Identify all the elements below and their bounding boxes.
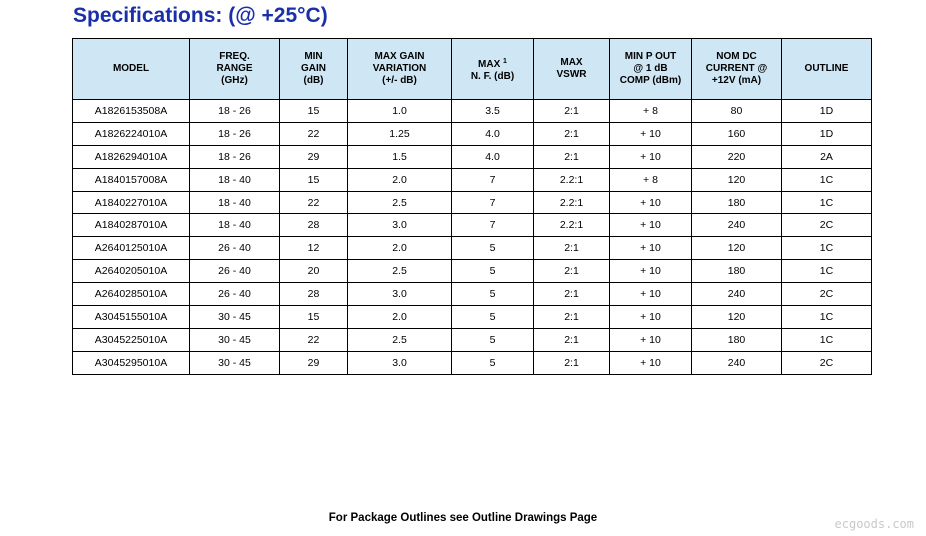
- cell-freq-range: 26 - 40: [190, 260, 280, 283]
- specifications-table: [72, 38, 872, 375]
- cell-min-gain: 15: [280, 100, 348, 123]
- cell-max-vswr: 2:1: [534, 283, 610, 306]
- table-row: [73, 191, 872, 214]
- cell-max-nf: 5: [452, 283, 534, 306]
- cell-min-gain: 22: [280, 191, 348, 214]
- cell-min-gain: 15: [280, 306, 348, 329]
- table-row: [73, 283, 872, 306]
- table-row: [73, 145, 872, 168]
- cell-nom-dc-current: 80: [692, 100, 782, 123]
- cell-max-vswr: 2:1: [534, 100, 610, 123]
- header-line: COMP (dBm): [619, 75, 682, 86]
- header-line: MAX GAIN: [374, 51, 425, 62]
- cell-outline: 2C: [782, 283, 872, 306]
- cell-max-gain-variation: 2.5: [348, 328, 452, 351]
- header-line: GAIN: [301, 63, 326, 74]
- cell-nom-dc-current: 240: [692, 351, 782, 374]
- table-row: [73, 237, 872, 260]
- cell-freq-range: 30 - 45: [190, 328, 280, 351]
- cell-min-gain: 22: [280, 328, 348, 351]
- cell-outline: 2C: [782, 214, 872, 237]
- cell-outline: 1C: [782, 168, 872, 191]
- header-model: [73, 39, 190, 100]
- cell-model: A2640285010A: [73, 283, 190, 306]
- cell-min-gain: 29: [280, 145, 348, 168]
- cell-max-nf: 5: [452, 260, 534, 283]
- header-line: RANGE: [216, 63, 253, 74]
- cell-min-pout: + 8: [610, 100, 692, 123]
- cell-model: A2640125010A: [73, 237, 190, 260]
- cell-min-pout: + 10: [610, 328, 692, 351]
- cell-min-pout: + 8: [610, 168, 692, 191]
- header-freq-range: [190, 39, 280, 100]
- header-line: OUTLINE: [804, 63, 849, 74]
- cell-max-nf: 4.0: [452, 145, 534, 168]
- cell-nom-dc-current: 160: [692, 122, 782, 145]
- cell-outline: 2C: [782, 351, 872, 374]
- cell-outline: 1C: [782, 191, 872, 214]
- cell-max-vswr: 2:1: [534, 328, 610, 351]
- header-line: CURRENT @: [705, 63, 768, 74]
- cell-freq-range: 30 - 45: [190, 306, 280, 329]
- cell-model: A1840227010A: [73, 191, 190, 214]
- cell-min-pout: + 10: [610, 306, 692, 329]
- cell-max-nf: 3.5: [452, 100, 534, 123]
- header-line: VSWR: [556, 69, 587, 80]
- header-line: N. F. (dB): [470, 70, 515, 82]
- cell-freq-range: 18 - 26: [190, 122, 280, 145]
- cell-nom-dc-current: 180: [692, 260, 782, 283]
- cell-max-gain-variation: 3.0: [348, 351, 452, 374]
- cell-model: A3045295010A: [73, 351, 190, 374]
- cell-min-gain: 22: [280, 122, 348, 145]
- cell-max-nf: 5: [452, 351, 534, 374]
- cell-model: A2640205010A: [73, 260, 190, 283]
- cell-max-vswr: 2:1: [534, 237, 610, 260]
- cell-max-gain-variation: 3.0: [348, 283, 452, 306]
- cell-outline: 1C: [782, 306, 872, 329]
- cell-max-nf: 7: [452, 191, 534, 214]
- cell-min-gain: 20: [280, 260, 348, 283]
- cell-min-pout: + 10: [610, 351, 692, 374]
- cell-min-gain: 28: [280, 283, 348, 306]
- cell-freq-range: 18 - 26: [190, 145, 280, 168]
- cell-max-nf: 7: [452, 214, 534, 237]
- header-line: VARIATION: [372, 63, 427, 74]
- cell-nom-dc-current: 180: [692, 328, 782, 351]
- cell-max-vswr: 2:1: [534, 306, 610, 329]
- cell-max-nf: 4.0: [452, 122, 534, 145]
- cell-max-vswr: 2:1: [534, 122, 610, 145]
- header-min-gain: [280, 39, 348, 100]
- cell-model: A1826224010A: [73, 122, 190, 145]
- header-line: (dB): [303, 75, 324, 86]
- header-max-vswr: [534, 39, 610, 100]
- table-row: [73, 260, 872, 283]
- cell-outline: 1D: [782, 122, 872, 145]
- cell-max-vswr: 2:1: [534, 351, 610, 374]
- header-line: MIN: [304, 51, 323, 62]
- cell-model: A1826294010A: [73, 145, 190, 168]
- header-max-nf: [452, 39, 534, 100]
- cell-nom-dc-current: 220: [692, 145, 782, 168]
- cell-nom-dc-current: 240: [692, 214, 782, 237]
- cell-max-vswr: 2.2:1: [534, 214, 610, 237]
- cell-max-gain-variation: 1.5: [348, 145, 452, 168]
- cell-freq-range: 26 - 40: [190, 283, 280, 306]
- cell-freq-range: 18 - 40: [190, 168, 280, 191]
- table-row: [73, 328, 872, 351]
- cell-max-nf: 7: [452, 168, 534, 191]
- cell-min-pout: + 10: [610, 283, 692, 306]
- header-min-pout: [610, 39, 692, 100]
- cell-max-gain-variation: 2.5: [348, 260, 452, 283]
- cell-max-vswr: 2:1: [534, 260, 610, 283]
- cell-outline: 1C: [782, 237, 872, 260]
- table-row: [73, 122, 872, 145]
- cell-max-gain-variation: 3.0: [348, 214, 452, 237]
- header-line: (GHz): [221, 75, 248, 86]
- table-row: [73, 306, 872, 329]
- cell-max-vswr: 2.2:1: [534, 168, 610, 191]
- table-row: [73, 214, 872, 237]
- header-max-gain-variation: [348, 39, 452, 100]
- cell-max-nf: 5: [452, 237, 534, 260]
- cell-outline: 1D: [782, 100, 872, 123]
- page-title: Specifications: (@ +25°C): [73, 4, 328, 27]
- cell-outline: 2A: [782, 145, 872, 168]
- cell-outline: 1C: [782, 260, 872, 283]
- cell-freq-range: 26 - 40: [190, 237, 280, 260]
- header-line: MAX $^1$: [478, 57, 507, 70]
- cell-freq-range: 30 - 45: [190, 351, 280, 374]
- cell-nom-dc-current: 120: [692, 306, 782, 329]
- footnote-marker: 1: [503, 57, 507, 65]
- cell-model: A3045225010A: [73, 328, 190, 351]
- watermark: ecgoods.com: [834, 517, 914, 531]
- cell-model: A3045155010A: [73, 306, 190, 329]
- cell-min-pout: + 10: [610, 237, 692, 260]
- table-header-row: [73, 39, 872, 100]
- table-row: [73, 100, 872, 123]
- cell-outline: 1C: [782, 328, 872, 351]
- header-line: @ 1 dB: [633, 63, 668, 74]
- cell-min-gain: 29: [280, 351, 348, 374]
- cell-nom-dc-current: 120: [692, 168, 782, 191]
- cell-nom-dc-current: 120: [692, 237, 782, 260]
- header-outline: [782, 39, 872, 100]
- cell-max-gain-variation: 2.5: [348, 191, 452, 214]
- cell-model: A1840157008A: [73, 168, 190, 191]
- header-line: (+/- dB): [382, 75, 417, 86]
- cell-nom-dc-current: 240: [692, 283, 782, 306]
- header-line: MODEL: [112, 63, 150, 74]
- header-line: MAX: [560, 57, 583, 68]
- cell-max-gain-variation: 2.0: [348, 237, 452, 260]
- cell-max-vswr: 2.2:1: [534, 191, 610, 214]
- cell-model: A1840287010A: [73, 214, 190, 237]
- header-line: FREQ.: [219, 51, 250, 62]
- cell-max-gain-variation: 2.0: [348, 168, 452, 191]
- header-line: NOM DC: [716, 51, 757, 62]
- table-row: [73, 351, 872, 374]
- cell-min-pout: + 10: [610, 122, 692, 145]
- footer-note: For Package Outlines see Outline Drawings Page: [328, 512, 598, 524]
- cell-min-pout: + 10: [610, 145, 692, 168]
- cell-max-gain-variation: 1.25: [348, 122, 452, 145]
- cell-nom-dc-current: 180: [692, 191, 782, 214]
- cell-min-gain: 28: [280, 214, 348, 237]
- cell-min-pout: + 10: [610, 191, 692, 214]
- cell-model: A1826153508A: [73, 100, 190, 123]
- header-line: +12V (mA): [711, 75, 762, 86]
- header-nom-dc-current: [692, 39, 782, 100]
- cell-max-nf: 5: [452, 306, 534, 329]
- table-body: [73, 100, 872, 375]
- cell-freq-range: 18 - 40: [190, 214, 280, 237]
- cell-max-gain-variation: 1.0: [348, 100, 452, 123]
- cell-max-gain-variation: 2.0: [348, 306, 452, 329]
- cell-min-gain: 15: [280, 168, 348, 191]
- cell-freq-range: 18 - 40: [190, 191, 280, 214]
- cell-min-gain: 12: [280, 237, 348, 260]
- cell-min-pout: + 10: [610, 214, 692, 237]
- cell-min-pout: + 10: [610, 260, 692, 283]
- cell-max-nf: 5: [452, 328, 534, 351]
- cell-freq-range: 18 - 26: [190, 100, 280, 123]
- table-row: [73, 168, 872, 191]
- header-line: MIN P OUT: [624, 51, 677, 62]
- cell-max-vswr: 2:1: [534, 145, 610, 168]
